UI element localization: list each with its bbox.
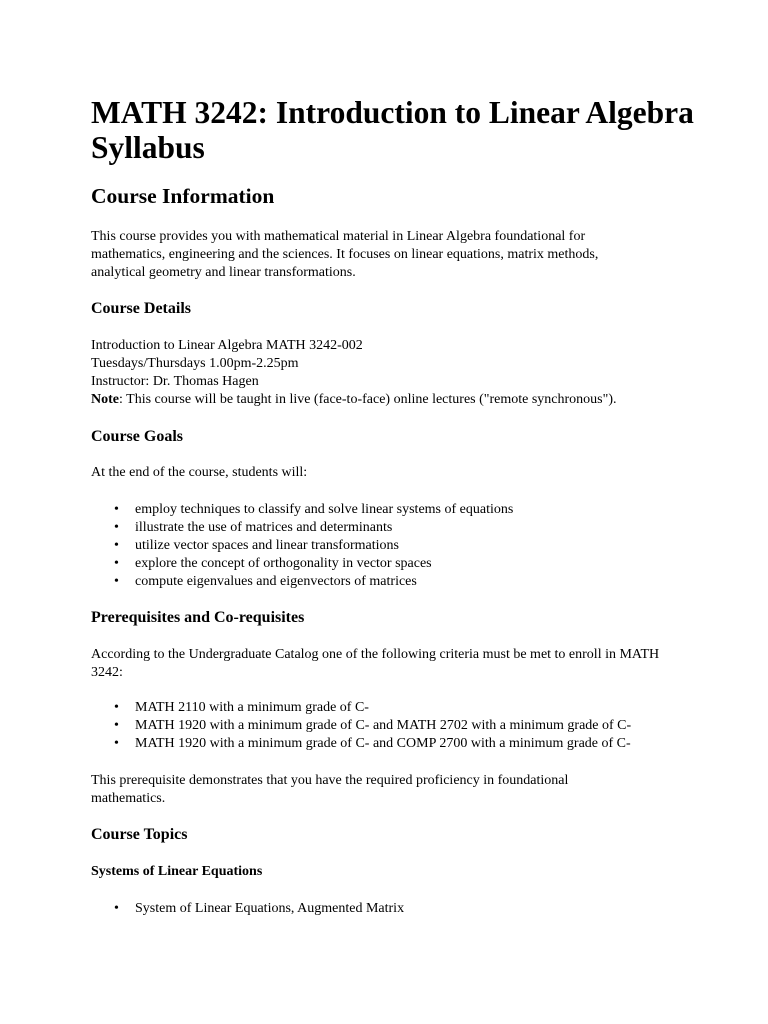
prerequisites-outro: This prerequisite demonstrates that you have the required proficiency in foundational mathematics.: [91, 773, 569, 806]
course-goals-heading: Course Goals: [91, 428, 183, 445]
course-information-heading: Course Information: [91, 184, 275, 208]
page-title: MATH 3242: Introduction to Linear Algebra Syllabus: [91, 95, 694, 165]
note-label: Note: [91, 392, 119, 407]
course-details-line: Introduction to Linear Algebra MATH 3242-002: [91, 338, 363, 353]
course-details-heading: Course Details: [91, 300, 191, 317]
course-goals-intro: At the end of the course, students will:: [91, 465, 308, 480]
list-item: • System of Linear Equations, Augmented Matrix: [114, 901, 405, 916]
bullet-icon: •: [114, 901, 119, 916]
list-item: • explore the concept of orthogonality in vector spaces: [114, 556, 432, 571]
list-item: • illustrate the use of matrices and determinants: [114, 520, 393, 535]
list-item: • compute eigenvalues and eigenvectors of matrices: [114, 574, 417, 589]
bullet-icon: •: [114, 556, 119, 571]
course-information-text: This course provides you with mathematical material in Linear Algebra foundational for mathematics, engineering and the sciences. It focuses on linear equations, matrix methods, analytical geometry and linear transformations.: [91, 229, 599, 280]
list-item: • MATH 1920 with a minimum grade of C- and MATH 2702 with a minimum grade of C-: [114, 718, 632, 733]
course-details-block: [91, 337, 731, 409]
list-item: • MATH 2110 with a minimum grade of C-: [114, 700, 369, 715]
prerequisites-intro: According to the Undergraduate Catalog one of the following criteria must be met to enroll in MATH 3242:: [91, 647, 660, 680]
note-text: : This course will be taught in live (face-to-face) online lectures ("remote synchronous").: [119, 392, 617, 407]
prerequisites-list: [91, 699, 741, 753]
bullet-icon: •: [114, 502, 119, 517]
bullet-icon: •: [114, 718, 119, 733]
list-item: • employ techniques to classify and solve linear systems of equations: [114, 502, 514, 517]
course-topics-heading: Course Topics: [91, 826, 188, 843]
bullet-icon: •: [114, 538, 119, 553]
bullet-icon: •: [114, 736, 119, 751]
course-goals-list: [91, 501, 741, 591]
list-item: • MATH 1920 with a minimum grade of C- and COMP 2700 with a minimum grade of C-: [114, 736, 631, 751]
course-topics-list: [91, 900, 741, 918]
course-details-note: [91, 391, 731, 409]
topic-subheading: Systems of Linear Equations: [91, 864, 263, 879]
prerequisites-heading: Prerequisites and Co-requisites: [91, 609, 305, 626]
course-details-line: Tuesdays/Thursdays 1.00pm-2.25pm: [91, 356, 299, 371]
list-item: • utilize vector spaces and linear transformations: [114, 538, 399, 553]
bullet-icon: •: [114, 520, 119, 535]
bullet-icon: •: [114, 700, 119, 715]
course-details-line: Instructor: Dr. Thomas Hagen: [91, 374, 259, 389]
bullet-icon: •: [114, 574, 119, 589]
